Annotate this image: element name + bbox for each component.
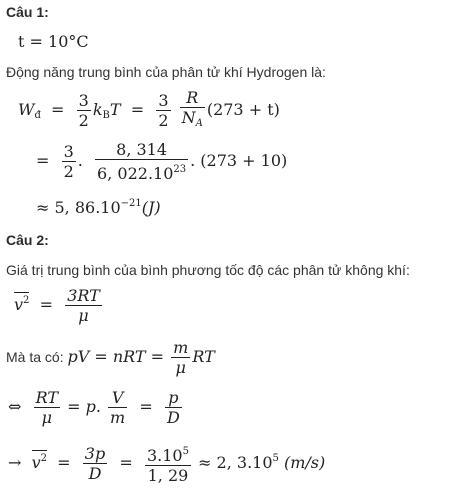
q1-equation-line3: [36, 198, 161, 217]
q1-given-temperature: t = 10°C: [18, 32, 89, 51]
approx-result: ≈ 5, 86.10: [36, 198, 121, 217]
dot-operator: .: [77, 151, 88, 170]
fraction-denominator: μ: [78, 306, 89, 325]
q2-equation-mean-square: [14, 286, 104, 325]
iff-arrow: ⇔: [8, 397, 22, 416]
fraction-numerator: 3: [63, 142, 74, 161]
fraction-denominator: μ: [175, 358, 186, 377]
q2-intro-text: Giá trị trung bình của bình phương tốc độ các phân tử không khí:: [6, 262, 410, 278]
fraction-denominator: μ: [41, 408, 52, 427]
pressure-exponent: 5: [182, 446, 189, 457]
fraction-numeric: [145, 442, 191, 485]
velocity-exponent: 2: [40, 453, 47, 464]
temperature-factor: . (273 + 10): [190, 151, 288, 170]
fraction-m-over-mu: [171, 338, 190, 377]
fraction-denominator: D: [88, 464, 102, 483]
result-exponent: −21: [120, 198, 142, 209]
equals-sign: =: [134, 397, 158, 416]
fraction-p-over-d: [165, 388, 182, 427]
energy-subscript: đ: [34, 110, 41, 121]
state-equation-prefix: Mà ta có:: [6, 349, 68, 365]
fraction-numerator: V: [108, 388, 127, 408]
boltzmann-subscript: B: [102, 110, 110, 121]
fraction-r-over-na-values: [95, 140, 188, 183]
implies-arrow: →: [8, 453, 22, 472]
boltzmann-symbol: k: [92, 100, 103, 119]
q1-equation-line1: [18, 88, 280, 133]
equals-sign: =: [45, 100, 70, 119]
velocity-symbol: v: [14, 295, 24, 314]
temperature-symbol: T: [109, 100, 121, 119]
state-equation-tail: RT: [192, 347, 215, 366]
fraction-3rt-over-mu: [65, 286, 102, 325]
avogadro-exponent: 23: [173, 164, 187, 175]
fraction-denominator: 2: [78, 111, 89, 130]
equals-sign: =: [34, 295, 59, 314]
fraction-numerator: R: [180, 88, 205, 108]
q2-heading: Câu 2:: [6, 232, 49, 248]
fraction-denominator: 1, 29: [147, 466, 189, 485]
fraction-numerator: p: [165, 388, 182, 408]
fraction-three-halves: [62, 142, 76, 181]
energy-symbol: W: [18, 100, 35, 119]
fraction-numerator: 8, 314: [95, 140, 188, 160]
pressure-value: 3.10: [146, 446, 183, 465]
fraction-denominator: 2: [63, 162, 74, 181]
equals-sign: =: [114, 453, 138, 472]
fraction-numerator: 3: [158, 91, 169, 110]
avogadro-subscript: A: [195, 118, 203, 129]
fraction-numerator: 3p: [84, 444, 106, 463]
velocity-symbol: v: [31, 453, 41, 472]
q2-result-line: [8, 442, 325, 485]
middle-expression: = p.: [67, 397, 101, 416]
fraction-numerator: 3RT: [67, 286, 100, 305]
mean-square-velocity: [32, 450, 47, 471]
fraction-numerator: RT: [35, 388, 59, 407]
avogadro-value: 6, 022.10: [97, 164, 174, 183]
fraction-numerator: m: [173, 338, 189, 357]
fraction-three-halves: [77, 91, 91, 130]
fraction-denominator: D: [166, 408, 180, 427]
fraction-three-halves: [156, 91, 170, 130]
velocity-exponent: 2: [23, 295, 30, 306]
fraction-denominator: [95, 160, 188, 183]
approx-result: ≈ 2, 3.10: [198, 453, 273, 472]
fraction-rt-over-mu: [34, 388, 60, 427]
equals-sign: =: [52, 453, 76, 472]
state-equation-expr: pV = nRT =: [67, 347, 170, 366]
equals-sign: =: [125, 100, 150, 119]
result-exponent: 5: [272, 453, 279, 464]
q2-state-equation: [6, 338, 215, 377]
fraction-3p-over-d: [83, 444, 107, 483]
q1-intro-text: Động năng trung bình của phân tử khí Hydrogen là:: [6, 64, 326, 80]
fraction-denominator: m: [110, 408, 126, 427]
fraction-denominator: 2: [158, 111, 169, 130]
fraction-numerator: 3: [78, 91, 89, 110]
equals-sign: =: [36, 151, 55, 170]
fraction-r-over-na: [180, 88, 205, 133]
fraction-denominator: [180, 108, 205, 133]
avogadro-symbol: N: [181, 108, 196, 127]
fraction-v-over-m: [108, 388, 127, 427]
fraction-numerator: [145, 442, 191, 466]
result-unit: (m/s): [283, 453, 326, 472]
q1-equation-line2: [36, 140, 287, 183]
mean-square-velocity: [14, 292, 29, 313]
result-unit: (J): [141, 198, 161, 217]
temperature-factor: (273 + t): [206, 100, 280, 119]
q2-equivalence-line: [8, 388, 184, 427]
q1-heading: Câu 1:: [6, 4, 49, 20]
